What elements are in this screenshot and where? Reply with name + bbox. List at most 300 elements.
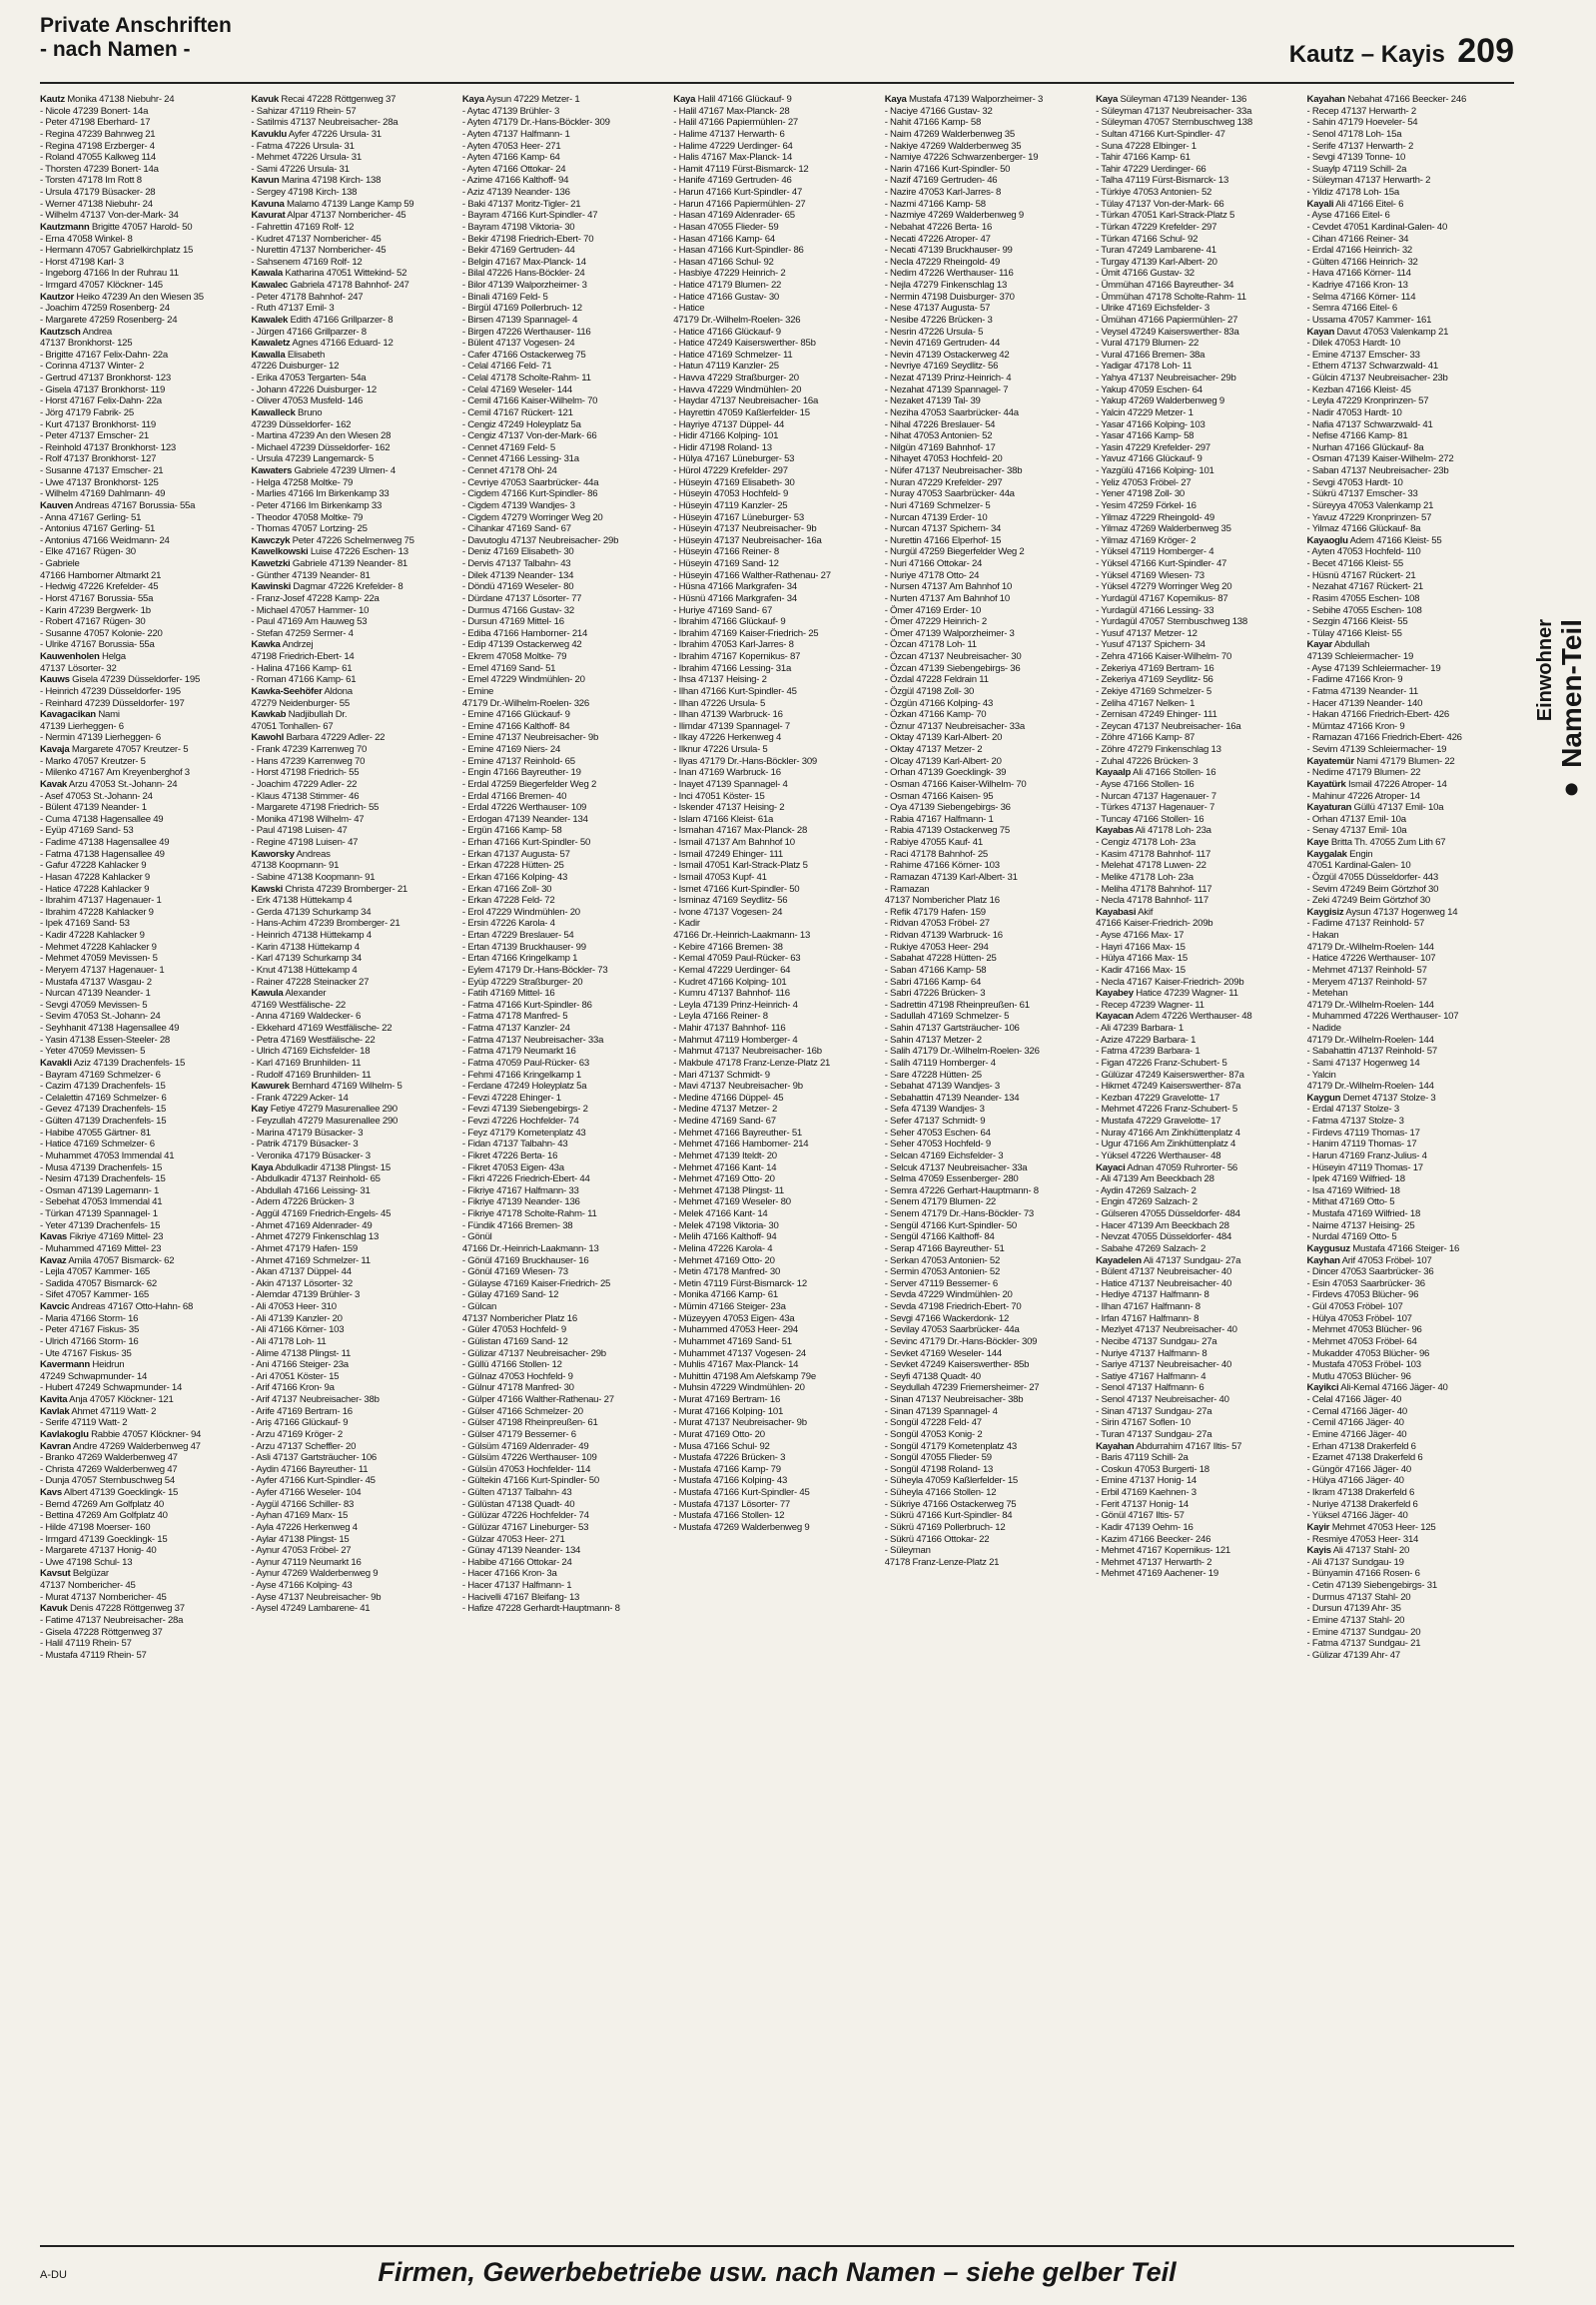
directory-entry bbox=[1096, 558, 1302, 570]
entry-details: - Elke 47167 Rügen- 30 bbox=[40, 546, 136, 558]
entry-details: - Yakup 47059 Eschen- 64 bbox=[1096, 384, 1202, 395]
entry-details: - Türkan 47229 Krefelder- 297 bbox=[1096, 221, 1217, 233]
entry-details: - Sevinc 47179 Dr.-Hans-Böckler- 309 bbox=[884, 1335, 1038, 1347]
entry-details: - Regine 47198 Luisen- 47 bbox=[251, 837, 359, 848]
directory-entry bbox=[251, 141, 457, 153]
directory-entry bbox=[885, 1139, 1092, 1151]
directory-entry bbox=[885, 292, 1092, 304]
directory-entry bbox=[40, 1650, 247, 1662]
entry-details: - Firdevs 47053 Blücher- 96 bbox=[1306, 1289, 1419, 1301]
entry-details: - Halis 47167 Max-Planck- 14 bbox=[673, 152, 793, 164]
entry-details: Andrzej bbox=[280, 639, 314, 651]
entry-surname: Kawalleck bbox=[251, 406, 296, 418]
directory-entry bbox=[462, 1464, 669, 1476]
entry-details: - Narin 47166 Kurt-Spindler- 50 bbox=[884, 163, 1011, 175]
entry-details: Elisabeth bbox=[285, 349, 326, 361]
directory-entry bbox=[40, 1208, 247, 1220]
directory-entry bbox=[462, 350, 669, 362]
entry-details: - Nurcan 47139 Neander- 1 bbox=[40, 988, 151, 1000]
entry-details: - Margarete 47137 Honig- 40 bbox=[40, 1545, 157, 1557]
section-title-line1: Private Anschriften bbox=[40, 14, 232, 37]
directory-entry bbox=[885, 327, 1092, 339]
directory-entry bbox=[462, 1417, 669, 1429]
directory-entry bbox=[40, 1429, 247, 1441]
entry-details: - Senem 47179 Blumen- 22 bbox=[884, 1196, 997, 1208]
entry-surname: Kayacan bbox=[1096, 1011, 1134, 1023]
directory-entry bbox=[251, 234, 457, 246]
entry-details: - Leyla 47229 Kronprinzen- 57 bbox=[1306, 395, 1429, 407]
directory-entry bbox=[1096, 1116, 1302, 1128]
directory-entry bbox=[1307, 535, 1514, 547]
entry-details: - Fevzi 47139 Siebengebirgs- 2 bbox=[461, 1104, 588, 1116]
directory-entry bbox=[462, 802, 669, 814]
directory-entry bbox=[885, 1557, 1092, 1569]
directory-entry bbox=[1096, 1023, 1302, 1035]
entry-details: - Halil 47166 Papiermühlen- 27 bbox=[673, 117, 799, 129]
directory-entry bbox=[251, 1058, 457, 1070]
directory-entry bbox=[1307, 721, 1514, 733]
directory-entry bbox=[885, 639, 1092, 651]
directory-entry bbox=[462, 814, 669, 826]
directory-entry bbox=[462, 1592, 669, 1604]
entry-details: Aldona bbox=[322, 685, 353, 697]
directory-entry bbox=[251, 94, 457, 106]
directory-entry bbox=[1096, 663, 1302, 675]
entry-details: - Ekkehard 47169 Westfälische- 22 bbox=[251, 1023, 393, 1034]
entry-details: - Esin 47053 Saarbrücker- 36 bbox=[1306, 1277, 1425, 1289]
entry-details: - Rabia 47167 Halfmann- 1 bbox=[884, 813, 994, 825]
directory-entry bbox=[885, 384, 1092, 396]
entry-details: - Rasim 47055 Eschen- 108 bbox=[1306, 592, 1420, 604]
entry-details: - Celal 47169 Weseler- 144 bbox=[461, 384, 572, 395]
entry-details: 47139 Schleiermacher- 19 bbox=[1306, 651, 1414, 662]
entry-details: - Ayten 47053 Hochfeld- 110 bbox=[1306, 546, 1421, 558]
entry-details: - Aynur 47053 Fröbel- 27 bbox=[251, 1545, 352, 1557]
entry-details: - Ezamet 47138 Drakerfeld 6 bbox=[1306, 1452, 1423, 1464]
entry-details: - Bülent 47139 Neander- 1 bbox=[40, 802, 147, 814]
directory-entry bbox=[462, 1070, 669, 1082]
directory-entry bbox=[673, 1011, 880, 1023]
directory-entry bbox=[40, 605, 247, 617]
entry-details: - Ilhan 47139 Warbruck- 16 bbox=[673, 709, 783, 721]
entry-details: - Necati 47139 Bruckhauser- 99 bbox=[884, 245, 1013, 257]
directory-entry bbox=[885, 1406, 1092, 1418]
directory-entry bbox=[1307, 1162, 1514, 1174]
entry-details: - Talha 47119 Fürst-Bismarck- 13 bbox=[1096, 175, 1229, 187]
directory-entry bbox=[673, 1058, 880, 1070]
entry-details: - Hatice 47166 Gustav- 30 bbox=[673, 291, 780, 303]
directory-entry bbox=[1096, 430, 1302, 442]
entry-details: Ali 47166 Eitel- 6 bbox=[1333, 198, 1404, 210]
directory-entry bbox=[40, 1615, 247, 1627]
directory-entry bbox=[673, 709, 880, 721]
directory-entry bbox=[885, 884, 1092, 896]
entry-details: - Becet 47166 Kleist- 55 bbox=[1306, 558, 1403, 569]
directory-entry bbox=[1096, 1394, 1302, 1406]
entry-details: 47166 Kaiser-Friedrich- 209b bbox=[1096, 918, 1213, 930]
entry-details: - Bernd 47269 Am Golfplatz 40 bbox=[40, 1498, 164, 1510]
directory-entry bbox=[885, 698, 1092, 710]
entry-details: - Mehmet 47228 Kahlacker 9 bbox=[40, 941, 157, 953]
directory-entry bbox=[251, 315, 457, 327]
directory-entry bbox=[251, 1475, 457, 1487]
directory-entry bbox=[40, 1475, 247, 1487]
directory-entry bbox=[1307, 639, 1514, 651]
entry-details: - Fatma 47166 Kurt-Spindler- 86 bbox=[461, 999, 592, 1011]
directory-entry bbox=[40, 1441, 247, 1453]
entry-details: - Hacer 47139 Neander- 140 bbox=[1306, 697, 1423, 709]
directory-entry bbox=[885, 1081, 1092, 1093]
directory-entry bbox=[1307, 1627, 1514, 1639]
directory-entry bbox=[1307, 814, 1514, 826]
directory-entry bbox=[673, 210, 880, 222]
directory-entry bbox=[1096, 1011, 1302, 1023]
directory-entry bbox=[251, 1011, 457, 1023]
entry-details: - Erkan 47228 Hütten- 25 bbox=[461, 860, 564, 872]
entry-details: - Saban 47166 Kamp- 58 bbox=[884, 964, 987, 976]
directory-entry bbox=[673, 953, 880, 965]
directory-entry bbox=[1096, 164, 1302, 176]
side-tab-line2-text: Namen-Teil bbox=[1556, 619, 1587, 768]
directory-entry bbox=[40, 1116, 247, 1128]
entry-details: - Ibrahim 47053 Karl-Jarres- 8 bbox=[673, 639, 794, 651]
directory-entry bbox=[1096, 1046, 1302, 1058]
entry-surname: Kaworsky bbox=[251, 848, 295, 860]
directory-entry bbox=[462, 639, 669, 651]
directory-entry bbox=[885, 1255, 1092, 1267]
directory-entry bbox=[885, 1266, 1092, 1278]
entry-details: - Hasan 47166 Kurt-Spindler- 86 bbox=[673, 245, 804, 257]
entry-details: - Celal 47166 Feld- 71 bbox=[461, 361, 552, 373]
directory-entry bbox=[1307, 187, 1514, 199]
directory-entry bbox=[40, 1093, 247, 1105]
entry-details: - Hakan 47166 Friedrich-Ebert- 426 bbox=[1306, 709, 1449, 721]
entry-surname: Kayar bbox=[1306, 639, 1332, 651]
entry-details: Margarete 47057 Kreutzer- 5 bbox=[69, 744, 189, 755]
directory-entry bbox=[462, 1406, 669, 1418]
directory-entry bbox=[673, 849, 880, 861]
entry-details: - Gerda 47139 Schurkamp 34 bbox=[251, 906, 372, 918]
entry-details: - Nursen 47137 Am Bahnhof 10 bbox=[884, 581, 1013, 593]
entry-surname: Kawczyk bbox=[251, 534, 291, 546]
entry-details: - Özgün 47166 Kolping- 43 bbox=[884, 697, 994, 709]
entry-details: - Naim 47269 Walderbenweg 35 bbox=[884, 128, 1015, 140]
entry-details: - Franz-Josef 47228 Kamp- 22a bbox=[251, 592, 380, 604]
entry-details: - Hatun 47119 Kanzler- 25 bbox=[673, 361, 779, 373]
entry-surname: Kayabasi bbox=[1096, 906, 1137, 918]
entry-details: - Resmiye 47053 Heer- 314 bbox=[1306, 1533, 1419, 1545]
directory-entry bbox=[885, 593, 1092, 605]
directory-entry bbox=[40, 1128, 247, 1140]
entry-details: - Nahit 47166 Kamp- 58 bbox=[884, 117, 982, 129]
entry-details: - Ümühan 47166 Papiermühlen- 27 bbox=[1096, 314, 1238, 326]
directory-entry bbox=[40, 1266, 247, 1278]
entry-surname: Kautzor bbox=[40, 291, 74, 303]
entry-details: Arif 47053 Fröbel- 107 bbox=[1339, 1254, 1432, 1266]
directory-entry bbox=[885, 1104, 1092, 1116]
directory-entry bbox=[1096, 465, 1302, 477]
entry-details: - Zuhal 47226 Brücken- 3 bbox=[1096, 755, 1198, 767]
directory-entry bbox=[462, 338, 669, 350]
directory-entry bbox=[673, 257, 880, 269]
entry-details: - Ayse 47137 Neubreisacher- 9b bbox=[251, 1591, 382, 1603]
directory-entry bbox=[1096, 1510, 1302, 1522]
entry-details: - Havva 47229 Straßburger- 20 bbox=[673, 373, 799, 384]
directory-entry bbox=[251, 1173, 457, 1185]
directory-entry bbox=[1096, 1475, 1302, 1487]
directory-entry bbox=[251, 1046, 457, 1058]
directory-entry bbox=[885, 651, 1092, 663]
entry-details: - Eyüp 47229 Straßburger- 20 bbox=[461, 976, 583, 988]
directory-entry bbox=[1096, 570, 1302, 582]
entry-details: - Özdal 47228 Feldrain 11 bbox=[884, 674, 989, 686]
directory-entry bbox=[1096, 1128, 1302, 1140]
directory-entry bbox=[251, 187, 457, 199]
entry-details: - Emine bbox=[461, 685, 494, 697]
directory-entry bbox=[1096, 1336, 1302, 1348]
entry-surname: Kayahan bbox=[1096, 1440, 1135, 1452]
entry-details: - Murat 47166 Kolping- 101 bbox=[673, 1405, 784, 1417]
directory-entry bbox=[1307, 1348, 1514, 1360]
directory-entry bbox=[251, 1162, 457, 1174]
entry-details: - Karin 47138 Hüttekamp 4 bbox=[251, 941, 360, 953]
directory-entry bbox=[673, 1289, 880, 1301]
directory-entry bbox=[673, 523, 880, 535]
directory-entry bbox=[40, 1603, 247, 1615]
directory-entry bbox=[885, 465, 1092, 477]
directory-entry bbox=[251, 872, 457, 884]
directory-entry bbox=[1096, 268, 1302, 280]
entry-details: Britta Th. 47055 Zum Lith 67 bbox=[1328, 837, 1446, 848]
directory-entry bbox=[673, 175, 880, 187]
directory-entry bbox=[251, 407, 457, 419]
directory-entry bbox=[251, 1534, 457, 1546]
directory-entry bbox=[1307, 942, 1514, 954]
entry-details: - Dincer 47053 Saarbrücker- 36 bbox=[1306, 1266, 1434, 1278]
directory-entry bbox=[251, 117, 457, 129]
directory-entry bbox=[1096, 245, 1302, 257]
entry-details: - Gülser 47166 Schmelzer- 20 bbox=[461, 1405, 583, 1417]
entry-details: - Fatma 47137 Sundgau- 21 bbox=[1306, 1638, 1421, 1650]
directory-entry bbox=[673, 1348, 880, 1360]
directory-entry bbox=[1307, 849, 1514, 861]
directory-entry bbox=[1307, 605, 1514, 617]
entry-details: - Veysel 47249 Kaiserswerther- 83a bbox=[1096, 326, 1239, 338]
entry-details: - Sevgi 47053 Hardt- 10 bbox=[1306, 476, 1403, 488]
entry-details: Amila 47057 Bismarck- 62 bbox=[66, 1254, 175, 1266]
entry-details: - Nebahat 47226 Berta- 16 bbox=[884, 221, 993, 233]
directory-entry bbox=[1096, 1220, 1302, 1232]
directory-entry bbox=[462, 512, 669, 524]
directory-entry bbox=[673, 814, 880, 826]
directory-entry bbox=[1096, 1522, 1302, 1534]
entry-details: - Zeycan 47137 Neubreisacher- 16a bbox=[1096, 720, 1241, 732]
entry-details: - Sariye 47137 Neubreisacher- 40 bbox=[1096, 1359, 1232, 1371]
entry-details: - Sabahe 47269 Salzach- 2 bbox=[1096, 1242, 1206, 1254]
directory-entry bbox=[1096, 327, 1302, 339]
entry-details: - Erdal 47137 Stolze- 3 bbox=[1306, 1104, 1399, 1116]
entry-details: - Ridvan 47053 Fröbel- 27 bbox=[884, 918, 990, 930]
entry-details: - Davutoglu 47137 Neubreisacher- 29b bbox=[461, 534, 619, 546]
entry-details: - Sadullah 47169 Schmelzer- 5 bbox=[884, 1011, 1010, 1023]
entry-details: - Zekeriya 47169 Seydlitz- 56 bbox=[1096, 674, 1213, 686]
directory-entry bbox=[673, 477, 880, 489]
directory-entry bbox=[462, 1545, 669, 1557]
entry-details: - Hamit 47119 Fürst-Bismarck- 12 bbox=[673, 163, 809, 175]
entry-surname: Kavagacikan bbox=[40, 709, 96, 721]
directory-entry bbox=[1307, 1557, 1514, 1569]
entry-details: - Hatice bbox=[673, 303, 705, 315]
directory-entry bbox=[462, 1289, 669, 1301]
entry-details: - Cazim 47139 Drachenfels- 15 bbox=[40, 1081, 166, 1093]
directory-entry bbox=[462, 721, 669, 733]
entry-details: - Halil 47119 Rhein- 57 bbox=[40, 1638, 132, 1650]
entry-details: - Hasan 47166 Schul- 92 bbox=[673, 256, 774, 268]
entry-details: - Ismahan 47167 Max-Planck- 28 bbox=[673, 825, 808, 837]
directory-entry bbox=[1096, 1545, 1302, 1557]
entry-details: - Mehmet 47169 Otto- 20 bbox=[673, 1254, 775, 1266]
directory-entry bbox=[40, 199, 247, 211]
directory-entry bbox=[1096, 581, 1302, 593]
directory-entry bbox=[462, 570, 669, 582]
directory-entry bbox=[885, 849, 1092, 861]
directory-entry bbox=[40, 152, 247, 164]
entry-details: - Ertan 47139 Bruckhauser- 99 bbox=[461, 941, 586, 953]
directory-entry bbox=[673, 1000, 880, 1012]
entry-details: - Marko 47057 Kreutzer- 5 bbox=[40, 755, 146, 767]
directory-entry bbox=[251, 1070, 457, 1082]
directory-entry bbox=[1307, 977, 1514, 989]
directory-entry bbox=[40, 767, 247, 779]
entry-details: - Selcan 47169 Eichsfelder- 3 bbox=[884, 1150, 1004, 1161]
entry-details: - Mehmet 47166 Bayreuther- 51 bbox=[673, 1127, 803, 1139]
directory-entry bbox=[1307, 1000, 1514, 1012]
entry-details: - Mustafa 47269 Walderbenweg 9 bbox=[673, 1521, 810, 1533]
directory-entry bbox=[251, 1417, 457, 1429]
directory-entry bbox=[251, 546, 457, 558]
directory-entry bbox=[885, 303, 1092, 315]
directory-entry bbox=[40, 129, 247, 141]
entry-details: - Alime 47138 Plingst- 11 bbox=[251, 1347, 352, 1359]
directory-entry bbox=[1307, 1336, 1514, 1348]
directory-entry bbox=[1096, 814, 1302, 826]
entry-details: - Nazmi 47166 Kamp- 58 bbox=[884, 198, 986, 210]
directory-entry bbox=[40, 327, 247, 339]
directory-entry bbox=[1096, 942, 1302, 954]
directory-entry bbox=[885, 918, 1092, 930]
directory-entry bbox=[251, 1023, 457, 1035]
page-range bbox=[1289, 32, 1514, 71]
entry-details: - Seyfi 47138 Quadt- 40 bbox=[884, 1370, 981, 1382]
directory-entry bbox=[673, 639, 880, 651]
directory-entry bbox=[673, 628, 880, 640]
directory-columns bbox=[40, 94, 1514, 2233]
entry-details: - Zekeriya 47169 Bertram- 16 bbox=[1096, 662, 1214, 674]
entry-details: - Hüsnü 47166 Markgrafen- 34 bbox=[673, 592, 797, 604]
directory-entry bbox=[40, 663, 247, 675]
entry-details: - Olcay 47139 Karl-Albert- 20 bbox=[884, 755, 1002, 767]
directory-entry bbox=[885, 1035, 1092, 1047]
entry-surname: Kawetzki bbox=[251, 558, 291, 569]
directory-entry bbox=[40, 1348, 247, 1360]
directory-entry bbox=[1307, 593, 1514, 605]
entry-surname: Kawala bbox=[251, 268, 283, 280]
entry-details: - Neziha 47053 Saarbrücker- 44a bbox=[884, 406, 1019, 418]
directory-entry bbox=[673, 1417, 880, 1429]
entry-surname: Kavurat bbox=[251, 210, 286, 222]
directory-entry bbox=[673, 593, 880, 605]
entry-details: - Seher 47053 Hochfeld- 9 bbox=[884, 1139, 991, 1151]
directory-entry bbox=[1096, 303, 1302, 315]
entry-details: 47137 Nombericher Platz 16 bbox=[884, 895, 1000, 907]
entry-details: - Kurt 47137 Bronkhorst- 119 bbox=[40, 418, 157, 430]
entry-details: - Metehan bbox=[1306, 988, 1348, 1000]
entry-details: - Ibrahim 47166 Glückauf- 9 bbox=[673, 616, 786, 628]
entry-details: - Mehmet 47169 Aachener- 19 bbox=[1096, 1568, 1218, 1580]
entry-details: - Isa 47169 Wilfried- 18 bbox=[1306, 1184, 1400, 1196]
entry-details: - Zeki 47249 Beim Görtzhof 30 bbox=[1306, 895, 1430, 907]
directory-entry bbox=[885, 686, 1092, 698]
directory-entry bbox=[885, 814, 1092, 826]
directory-entry bbox=[1096, 1278, 1302, 1290]
entry-details: - Hacer 47139 Am Beeckbach 28 bbox=[1096, 1219, 1229, 1231]
entry-details: - Mehmet 47053 Fröbel- 64 bbox=[1306, 1335, 1417, 1347]
entry-details: 47179 Dr.-Wilhelm-Roelen- 326 bbox=[673, 314, 801, 326]
entry-details: - Özcan 47178 Loh- 11 bbox=[884, 639, 977, 651]
directory-entry bbox=[885, 605, 1092, 617]
entry-details: - Deniz 47169 Elisabeth- 30 bbox=[461, 546, 574, 558]
entry-details: - Aydin 47166 Bayreuther- 11 bbox=[251, 1463, 369, 1475]
directory-entry bbox=[251, 1510, 457, 1522]
directory-entry bbox=[251, 732, 457, 744]
directory-entry bbox=[1096, 918, 1302, 930]
directory-entry bbox=[1096, 1093, 1302, 1105]
entry-details: - Ulrich 47169 Eichsfelder- 18 bbox=[251, 1046, 371, 1058]
entry-details: 47137 Bronkhorst- 125 bbox=[40, 338, 133, 350]
directory-entry bbox=[462, 1208, 669, 1220]
directory-entry bbox=[673, 558, 880, 570]
entry-details: - Muhammed 47169 Mittel- 23 bbox=[40, 1242, 162, 1254]
entry-details: - Namiye 47226 Schwarzenberger- 19 bbox=[884, 152, 1039, 164]
entry-details: - Melek 47166 Kant- 14 bbox=[673, 1208, 768, 1219]
directory-entry bbox=[1307, 222, 1514, 234]
directory-entry bbox=[1096, 315, 1302, 327]
directory-entry bbox=[40, 1289, 247, 1301]
directory-entry bbox=[673, 1173, 880, 1185]
entry-details: - Nermin 47139 Lierheggen- 6 bbox=[40, 732, 161, 744]
directory-entry bbox=[1307, 106, 1514, 118]
entry-details: - Belgin 47167 Max-Planck- 14 bbox=[461, 256, 586, 268]
entry-details: - Gülsün 47053 Hochfelder- 114 bbox=[461, 1463, 591, 1475]
directory-entry bbox=[1307, 616, 1514, 628]
directory-entry bbox=[885, 1289, 1092, 1301]
entry-details: - Seydullah 47239 Friemersheimer- 27 bbox=[884, 1382, 1040, 1394]
entry-details: Monika 47138 Niebuhr- 24 bbox=[64, 94, 175, 105]
entry-details: - Mustafa 47166 Stollen- 12 bbox=[673, 1510, 785, 1522]
entry-surname: Kawka bbox=[251, 639, 281, 651]
directory-entry bbox=[885, 546, 1092, 558]
directory-entry bbox=[462, 523, 669, 535]
entry-details: - Rainer 47228 Steinacker 27 bbox=[251, 976, 370, 988]
entry-details: Ali 47137 Sundgau- 27a bbox=[1141, 1254, 1241, 1266]
directory-entry bbox=[251, 175, 457, 187]
entry-details: - Nicole 47239 Bonert- 14a bbox=[40, 105, 149, 117]
directory-entry bbox=[673, 384, 880, 396]
entry-details: - Halime 47137 Herwarth- 6 bbox=[673, 128, 785, 140]
directory-entry bbox=[1096, 779, 1302, 791]
entry-details: - Suna 47228 Elbinger- 1 bbox=[1096, 140, 1197, 152]
entry-surname: Kawalec bbox=[251, 280, 289, 291]
